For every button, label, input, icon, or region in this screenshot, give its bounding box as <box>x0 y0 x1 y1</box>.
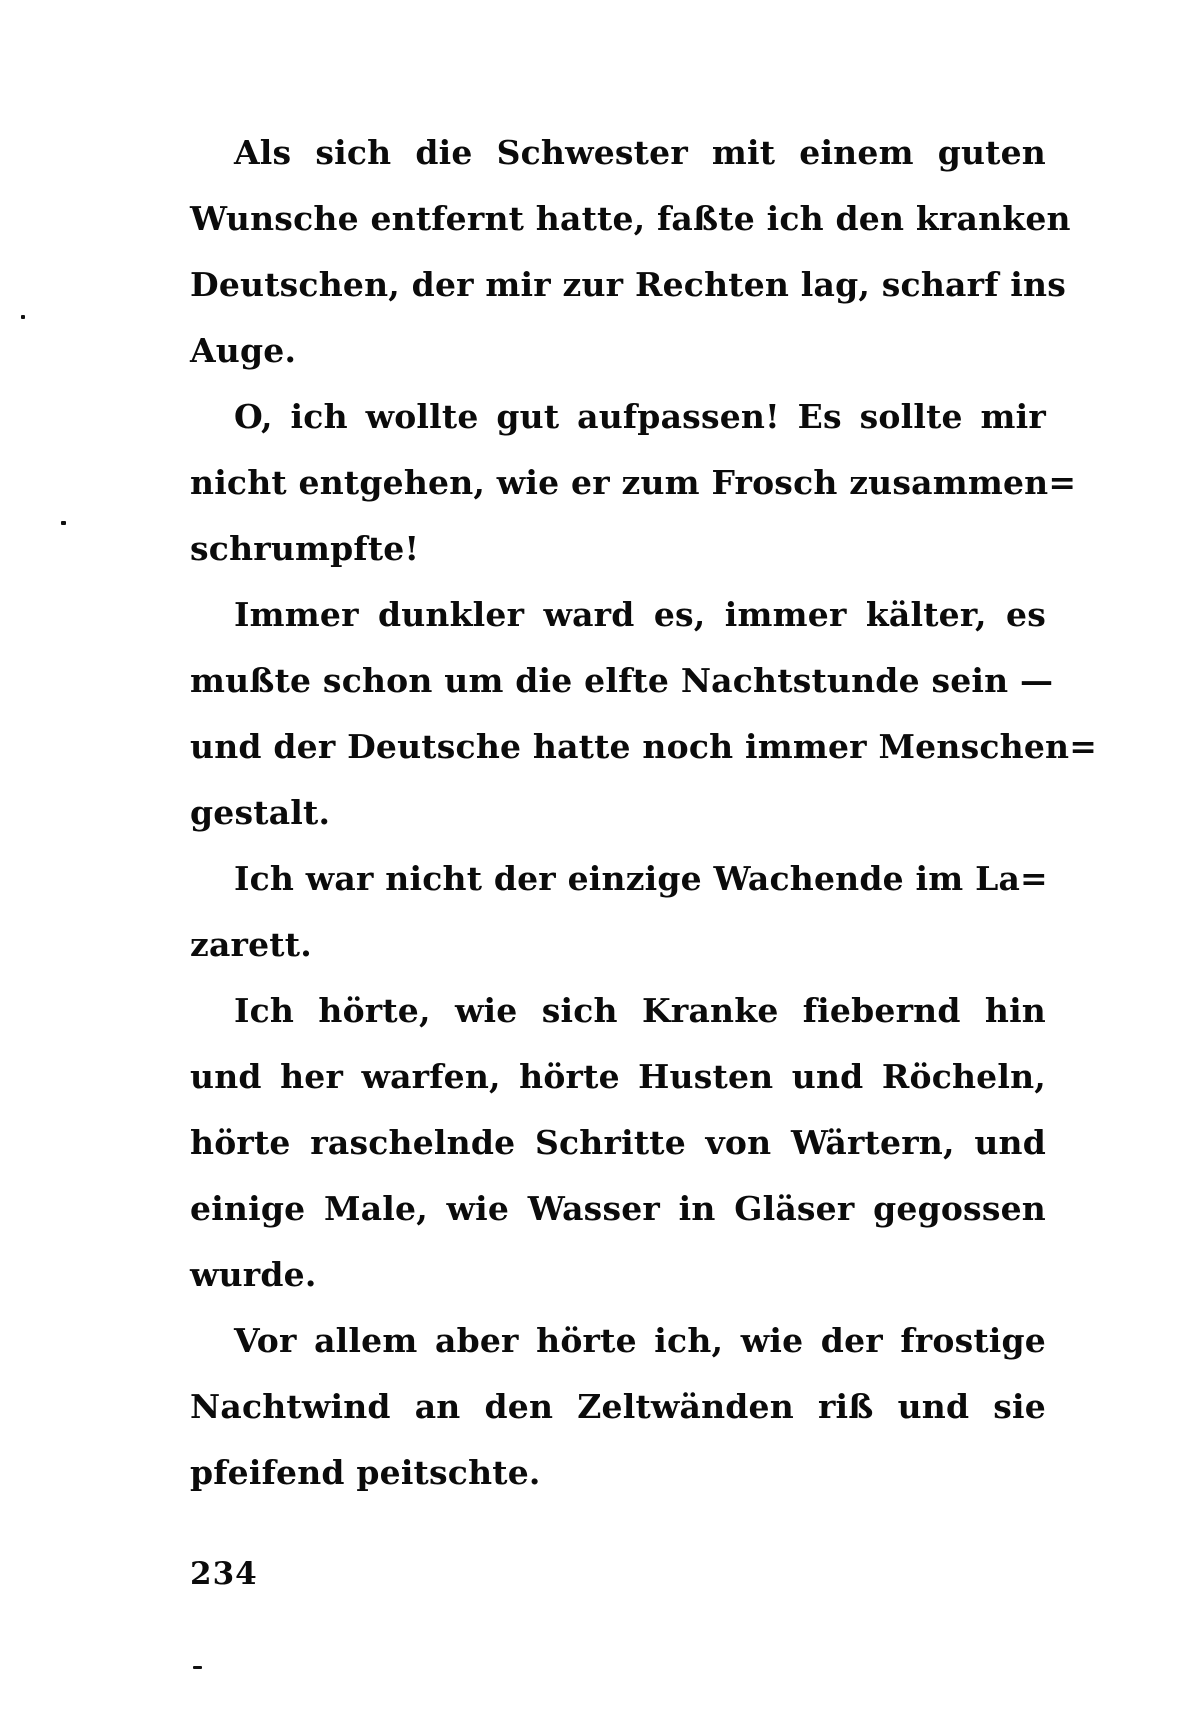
paragraph <box>190 978 1046 1308</box>
text-line: Nachtwind an den Zeltwänden riß und sie <box>190 1387 1046 1426</box>
text-line: Wunsche entfernt hatte, faßte ich den kranken <box>190 199 1071 238</box>
text-line: wurde. <box>190 1255 317 1294</box>
paragraph <box>190 582 1098 846</box>
text-line: schrumpfte! <box>190 529 420 568</box>
paragraph <box>190 120 1071 384</box>
paragraph <box>190 1308 1046 1506</box>
text-line: und der Deutsche hatte noch immer Menschen= <box>190 727 1098 766</box>
text-line: und her warfen, hörte Husten und Röcheln, <box>190 1057 1046 1096</box>
text-line: mußte schon um die elfte Nachtstunde sein — <box>190 661 1054 700</box>
text-line: Immer dunkler ward es, immer kälter, es <box>234 595 1046 634</box>
text-line: hörte raschelnde Schritte von Wärtern, und <box>190 1123 1046 1162</box>
text-line: Auge. <box>190 331 297 370</box>
scan-speck <box>21 315 25 319</box>
text-line: Als sich die Schwester mit einem guten <box>234 133 1046 172</box>
text-line: O, ich wollte gut aufpassen! Es sollte mir <box>234 397 1046 436</box>
page-text <box>190 120 1098 1506</box>
scan-speck <box>61 521 66 525</box>
text-line: Ich war nicht der einzige Wachende im La= <box>234 859 1048 898</box>
text-line: nicht entgehen, wie er zum Frosch zusammen= <box>190 463 1077 502</box>
text-line: Deutschen, der mir zur Rechten lag, scharf ins <box>190 265 1066 304</box>
text-line: zarett. <box>190 925 312 964</box>
text-line: pfeifend peitschte. <box>190 1453 541 1492</box>
paragraph <box>190 384 1077 582</box>
page-number: 234 <box>190 1556 258 1592</box>
text-line: einige Male, wie Wasser in Gläser gegossen <box>190 1189 1046 1228</box>
scan-speck <box>193 1666 202 1669</box>
text-line: gestalt. <box>190 793 331 832</box>
paragraph <box>190 846 1046 978</box>
text-line: Vor allem aber hörte ich, wie der frostige <box>234 1321 1046 1360</box>
text-line: Ich hörte, wie sich Kranke fiebernd hin <box>234 991 1046 1030</box>
